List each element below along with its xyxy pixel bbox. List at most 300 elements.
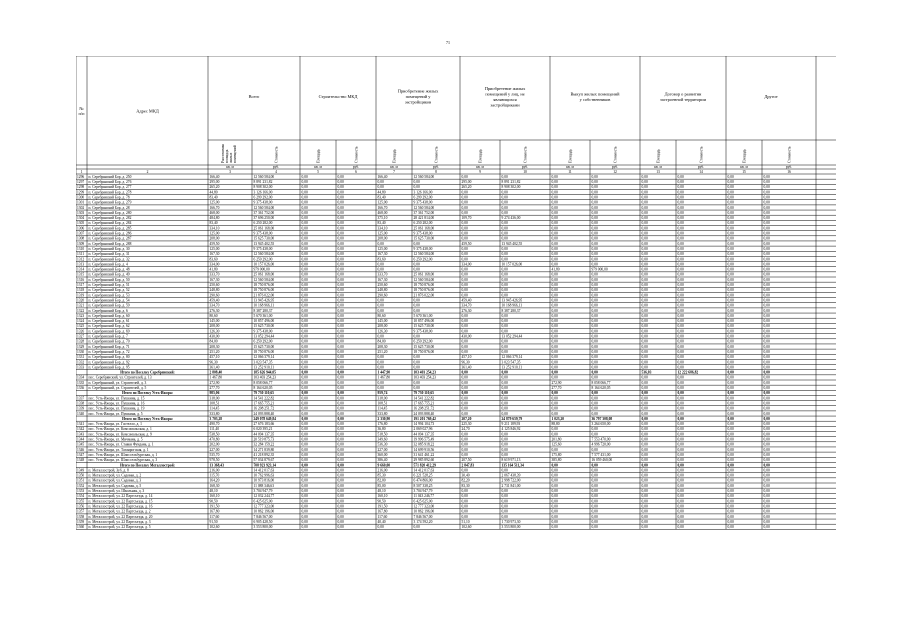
row-address: п. Серебрянский Бор, д. 61 — [88, 319, 130, 324]
row-value: 5 670 361,00 — [413, 313, 433, 318]
row-value: 83,40 — [377, 221, 386, 226]
row-value: 0,00 — [501, 437, 508, 442]
row-value: 0,00 — [641, 447, 648, 452]
row-value: 0,00 — [677, 231, 684, 236]
row-address: п. Серебрянский Бор, д. 287 — [88, 236, 132, 241]
row-address: п. Металлострой, ул. 22 Партсъезда, д. 20 — [88, 514, 153, 519]
row-value: 166,70 — [209, 205, 220, 210]
row-value: 459,50 — [461, 241, 472, 246]
row-value: 83,30 — [461, 483, 470, 488]
row-value: 0,00 — [591, 190, 598, 195]
row-value: 0,00 — [763, 483, 770, 488]
row-value: 0,00 — [727, 339, 734, 344]
row-value: 0,00 — [641, 442, 648, 447]
row-number: 1351 — [77, 478, 85, 483]
row-value: 9 375 438,00 — [413, 246, 433, 251]
row-value: 14 412 017,63 — [253, 468, 275, 473]
row-value: 0,00 — [591, 514, 598, 519]
row-value: 0,00 — [727, 252, 734, 257]
row-value: 0,00 — [641, 463, 648, 468]
row-value: 12 560 584,00 — [413, 205, 435, 210]
row-value: 0,00 — [413, 355, 420, 360]
row-value: 0,00 — [501, 370, 508, 375]
row-value: 12 560 584,00 — [413, 174, 435, 179]
row-value: 114,45 — [377, 406, 388, 411]
row-value: 0,00 — [551, 525, 558, 530]
row-value: 0,00 — [301, 360, 308, 365]
row-value: 0,00 — [727, 525, 734, 530]
table-total-row — [120, 463, 770, 467]
row-value: 0,00 — [337, 303, 344, 308]
row-number: 1323 — [77, 313, 85, 318]
row-value: 13 252 910,11 — [253, 365, 275, 370]
row-value: 6 020 395,21 — [253, 427, 273, 432]
row-value: 0,00 — [763, 489, 770, 493]
row-value: 0,00 — [591, 519, 598, 524]
row-value: 0,00 — [337, 452, 344, 457]
row-value: 16 208 251,72 — [253, 406, 275, 411]
row-value: 0,00 — [337, 246, 344, 251]
header-number: № п/п — [78, 106, 85, 116]
row-value: 108,51 — [209, 401, 220, 406]
row-value: 6 299 292,00 — [413, 195, 433, 200]
row-value: 0,00 — [501, 226, 508, 231]
row-value: 0,00 — [677, 252, 684, 257]
row-value: 0,00 — [413, 380, 420, 385]
row-value: 0,00 — [591, 432, 598, 437]
row-value: 0,00 — [377, 386, 384, 390]
row-value: 0,00 — [501, 442, 508, 447]
row-value: 0,00 — [301, 257, 308, 262]
row-value: 91,50 — [209, 519, 218, 524]
row-value: 0,00 — [677, 396, 684, 401]
row-value: 0,00 — [763, 427, 770, 432]
row-value: 0,00 — [641, 246, 648, 251]
row-value: 0,00 — [501, 411, 508, 416]
row-value: 0,00 — [551, 185, 558, 190]
row-value: 82,00 — [377, 478, 386, 483]
row-value: 0,00 — [413, 365, 420, 370]
row-value: 0,00 — [591, 277, 598, 282]
row-value: 0,00 — [727, 473, 734, 478]
row-value: 9 274 436,00 — [501, 216, 521, 221]
row-value: 0,00 — [337, 272, 344, 277]
row-value: 108,51 — [377, 401, 388, 406]
row-value: 18 750 876,00 — [253, 349, 275, 354]
row-value: 0,00 — [301, 308, 308, 313]
row-value: 457,10 — [461, 355, 472, 360]
row-value: 334,00 — [209, 262, 220, 267]
subheader-5: Площадь — [392, 148, 397, 163]
row-value: 0,00 — [377, 355, 384, 360]
row-value: 90,50 — [209, 499, 218, 504]
row-value: 0,00 — [461, 401, 468, 406]
row-value: 0,00 — [301, 411, 308, 416]
row-value: 0,00 — [727, 360, 734, 365]
row-value: 0,00 — [413, 308, 420, 313]
row-value: 0,00 — [301, 494, 308, 499]
row-value: 0,00 — [591, 344, 598, 349]
row-number: 1306 — [77, 226, 85, 231]
row-number: 1357 — [77, 509, 85, 514]
row-value: 0,00 — [763, 360, 770, 365]
row-value: 10 973 816,00 — [253, 478, 275, 483]
row-number: 1344 — [77, 437, 85, 442]
row-value: 0,00 — [301, 303, 308, 308]
row-address: п. Серебрянский Бор, д. 6 — [88, 308, 128, 313]
row-number: 1328 — [77, 339, 85, 344]
row-value: 8 164 620,05 — [591, 386, 611, 390]
row-address: п. Серебрянский Бор, д. 60 — [88, 313, 130, 318]
row-value: 0,00 — [461, 375, 468, 380]
row-value: 0,00 — [301, 519, 308, 524]
row-value: 0,00 — [337, 447, 344, 452]
row-value: 102,60 — [209, 525, 220, 530]
row-value: 167,30 — [209, 252, 220, 257]
row-value: 985,06 — [209, 391, 220, 396]
row-value: 0,00 — [337, 216, 344, 221]
subheader-9: Площадь — [568, 148, 573, 163]
column-number: 16 — [787, 170, 791, 174]
row-value: 0,00 — [677, 442, 684, 447]
row-value: 37 361 752,00 — [253, 210, 275, 215]
row-value: 0,00 — [301, 386, 308, 390]
row-number: 1310 — [77, 246, 85, 251]
row-value: 24,70 — [461, 427, 470, 432]
row-value: 0,00 — [551, 252, 558, 257]
row-address: п. Серебрянский Бор, д. 92 — [88, 360, 130, 365]
row-value: 0,00 — [677, 468, 684, 473]
row-value: 0,00 — [501, 509, 508, 514]
row-value: 208,30 — [209, 344, 220, 349]
row-number: 1338 — [77, 401, 85, 406]
row-value: 0,00 — [461, 452, 468, 457]
row-value: 0,00 — [677, 427, 684, 432]
row-value: 0,00 — [677, 334, 684, 339]
header-group-5: Выкуп жилых помещений у собственников — [570, 91, 620, 102]
row-value: 24 879 659,79 — [501, 416, 523, 421]
column-number: 9 — [479, 170, 481, 174]
subheader-3: Площадь — [316, 148, 321, 163]
row-value: 0,00 — [727, 200, 734, 205]
row-value: 0,00 — [677, 272, 684, 277]
row-value: 14 541 222,82 — [413, 396, 435, 401]
row-value: 216,00 — [377, 468, 388, 473]
row-value: 0,00 — [591, 499, 598, 504]
row-number: 1324 — [77, 319, 85, 324]
row-value: 0,00 — [727, 499, 734, 504]
row-value: 0,00 — [551, 463, 558, 468]
row-value: 0,00 — [727, 468, 734, 473]
row-value: 0,00 — [641, 380, 648, 385]
row-value: 0,00 — [641, 324, 648, 329]
row-address: п. Металлострой, ул. Школьная, д. 3 — [88, 489, 145, 493]
row-number: 1342 — [77, 427, 85, 432]
row-value: 0,00 — [413, 180, 420, 184]
row-value: 0,00 — [677, 509, 684, 514]
row-value: 3 553 800,00 — [253, 525, 273, 530]
row-value: 0,00 — [727, 514, 734, 519]
row-value: 0,00 — [641, 210, 648, 215]
row-value: 0,00 — [337, 262, 344, 267]
row-value: 0,00 — [301, 427, 308, 432]
row-value: 0,00 — [591, 447, 598, 452]
row-value: 114,45 — [209, 406, 220, 411]
row-value: 25 061 168,00 — [253, 226, 275, 231]
row-address: п. Металлострой, ул. 22 Партсъезда, д. 16 — [88, 504, 153, 509]
row-value: 0,00 — [763, 277, 770, 282]
row-value: 360,00 — [377, 452, 388, 457]
row-value: 0,00 — [727, 375, 734, 380]
row-value: 0,00 — [461, 489, 468, 493]
unit-label: руб. — [785, 165, 793, 170]
row-value: 0,00 — [677, 391, 684, 396]
header-group-4: Приобретение жилых помещений у лиц, не являющихся застройщиками — [484, 85, 526, 108]
row-value: 10 857 496,00 — [413, 319, 435, 324]
row-value: 0,00 — [591, 221, 598, 226]
row-value: 0,00 — [591, 483, 598, 488]
row-value: 0,00 — [461, 447, 468, 452]
row-value: 13 368,43 — [209, 463, 224, 468]
row-value: 0,00 — [551, 391, 558, 396]
row-value: 37 696 250,00 — [253, 216, 275, 221]
row-value: 0,00 — [551, 509, 558, 514]
row-value: 0,00 — [727, 396, 734, 401]
row-value: 0,00 — [551, 226, 558, 231]
row-value: 0,00 — [551, 514, 558, 519]
row-value: 0,00 — [413, 298, 420, 303]
row-value: 0,00 — [337, 298, 344, 303]
row-value: 15 625 730,00 — [413, 236, 435, 241]
row-value: 0,00 — [501, 231, 508, 236]
row-value: 0,00 — [501, 174, 508, 179]
row-value: 290,60 — [377, 293, 388, 298]
row-value: 0,00 — [461, 391, 468, 396]
row-value: 0,00 — [763, 525, 770, 530]
row-value: 0,00 — [727, 319, 734, 324]
row-value: 0,00 — [551, 205, 558, 210]
row-number: 1359 — [77, 519, 85, 524]
subheader-area-total: жилых — [229, 152, 233, 163]
unit-label: руб. — [352, 165, 360, 170]
row-value: 0,00 — [641, 241, 648, 246]
row-value: 191,50 — [209, 504, 220, 509]
row-value: 85,30 — [377, 473, 386, 478]
row-value: 0,00 — [337, 386, 344, 390]
row-value: 0,00 — [301, 205, 308, 210]
row-value: 3 553 800,00 — [501, 525, 521, 530]
row-value: 0,00 — [501, 386, 508, 390]
row-value: 0,00 — [591, 509, 598, 514]
row-value: 0,00 — [641, 272, 648, 277]
row-value: 0,00 — [591, 226, 598, 231]
row-address: п. Серебрянский Бор, д. 52 — [88, 288, 130, 293]
row-value: 0,00 — [301, 370, 308, 375]
unit-label: кв. м — [654, 165, 662, 170]
row-address: п. Серебрянский Бор, д. 280 — [88, 210, 132, 215]
row-value: 4 996 720,00 — [591, 442, 611, 447]
row-value: 0,00 — [461, 442, 468, 447]
row-value: 0,00 — [727, 349, 734, 354]
row-value: 248,80 — [209, 288, 220, 293]
row-value: 102,60 — [461, 525, 472, 530]
column-number: 15 — [742, 170, 746, 174]
row-value: 0,00 — [551, 411, 558, 416]
row-value: 0,00 — [501, 246, 508, 251]
row-value: 0,00 — [501, 272, 508, 277]
row-value: 0,00 — [501, 499, 508, 504]
row-value: 0,00 — [301, 447, 308, 452]
row-value: 6 474 866,00 — [413, 478, 433, 483]
row-value: 0,00 — [677, 226, 684, 231]
row-value: 0,00 — [301, 288, 308, 293]
row-value: 0,00 — [337, 200, 344, 205]
row-value: 83,40 — [209, 221, 218, 226]
row-value: 0,00 — [461, 293, 468, 298]
row-value: 41,80 — [551, 267, 560, 272]
row-value: 468,00 — [377, 210, 388, 215]
row-value: 318,00 — [377, 396, 388, 401]
row-value: 0,00 — [677, 386, 684, 390]
row-value: 6 299 292,00 — [253, 195, 273, 200]
row-value: 0,00 — [591, 241, 598, 246]
row-value: 0,00 — [641, 257, 648, 262]
row-value: 84,00 — [377, 339, 386, 344]
row-value: 0,00 — [413, 334, 420, 339]
row-address: п. Серебрянский Бор, д. 31 — [88, 252, 130, 257]
row-value: 16 208 251,72 — [413, 406, 435, 411]
row-value: 18 750 876,00 — [253, 283, 275, 287]
row-value: 0,00 — [591, 411, 598, 416]
row-value: 207,50 — [461, 458, 472, 463]
row-value: 0,00 — [763, 216, 770, 221]
row-value: 8 507 338,25 — [413, 483, 433, 488]
row-value: 0,00 — [727, 370, 734, 375]
row-value: 0,00 — [551, 303, 558, 308]
row-value: 0,00 — [677, 514, 684, 519]
row-value: 9 375 438,00 — [253, 200, 273, 205]
row-value: 125,00 — [377, 200, 388, 205]
row-value: 227,00 — [377, 447, 388, 452]
row-value: 216,00 — [209, 468, 220, 473]
row-value: 4 125 846,92 — [501, 427, 521, 432]
row-value: 0,00 — [727, 365, 734, 370]
row-number: 1334 — [77, 375, 85, 380]
row-number: 1314 — [77, 267, 85, 272]
row-number: 1335 — [77, 380, 85, 385]
row-value: 0,00 — [677, 205, 684, 210]
row-value: 0,00 — [591, 355, 598, 360]
row-number: 1358 — [77, 514, 85, 519]
unit-label: руб. — [611, 165, 619, 170]
row-value: 0,00 — [763, 231, 770, 236]
row-value: 0,00 — [501, 195, 508, 200]
row-value: 12 560 584,00 — [413, 277, 435, 282]
row-value: 0,00 — [461, 324, 468, 329]
row-value: 0,00 — [591, 308, 598, 313]
row-value: 251,20 — [209, 349, 220, 354]
row-value: 3 704 947,79 — [253, 489, 273, 493]
row-value: 0,00 — [337, 195, 344, 200]
column-number: 11 — [568, 170, 572, 174]
row-address: п. Серебрянский Бор, д. 70 — [88, 339, 130, 344]
row-address: пос. Усть-Ижора, ул. Таганрогская, д. 1 — [88, 447, 149, 452]
row-value: 0,00 — [337, 483, 344, 488]
row-value: 0,00 — [641, 355, 648, 360]
row-value: 0,00 — [591, 210, 598, 215]
row-value: 0,00 — [377, 303, 384, 308]
row-address: п. Серебрянский Бор, д. 285 — [88, 226, 132, 231]
row-value: 0,00 — [301, 355, 308, 360]
row-value: 333,80 — [209, 411, 220, 416]
row-value: 0,00 — [337, 190, 344, 195]
row-value: 0,00 — [551, 288, 558, 293]
row-value: 0,00 — [301, 452, 308, 457]
row-value: 0,00 — [727, 483, 734, 488]
row-address: пос. Усть-Ижора, ул. Ставки Фундана, д. 1 — [88, 442, 154, 447]
row-value: 0,00 — [461, 344, 468, 349]
row-value: 0,00 — [763, 246, 770, 251]
row-address: Итого по Поселку Металлострой: — [120, 463, 175, 468]
row-value: 0,00 — [591, 236, 598, 241]
row-value: 0,00 — [727, 519, 734, 524]
row-value: 0,00 — [301, 483, 308, 488]
row-value: 0,00 — [501, 391, 508, 396]
row-value: 0,00 — [461, 514, 468, 519]
row-number: 1355 — [77, 499, 85, 504]
row-value: 459,40 — [461, 298, 472, 303]
row-value: 0,00 — [337, 226, 344, 231]
row-value: 201,80 — [551, 437, 562, 442]
row-value: 9 375 438,00 — [253, 246, 273, 251]
row-value: 0,00 — [337, 463, 344, 468]
row-value: 10 157 026,00 — [501, 262, 523, 267]
row-value: 83,60 — [209, 257, 218, 262]
row-value: 0,00 — [727, 231, 734, 236]
row-address: п. Серебрянский Бор, д. 277 — [88, 185, 132, 190]
row-value: 0,00 — [677, 452, 684, 457]
row-value: 19 996 575,49 — [413, 437, 435, 442]
row-value: 0,00 — [677, 241, 684, 246]
row-value: 0,00 — [337, 334, 344, 339]
row-number: 1354 — [77, 494, 85, 499]
row-address: п. Серебрянский Бор, д. 7 — [88, 334, 128, 339]
row-value: 385,80 — [551, 458, 562, 463]
unit-label: кв. м — [390, 165, 398, 170]
row-value: 265,20 — [209, 185, 220, 190]
row-address: п. Металлострой, ул. 22 Партсъезда, д. 3 — [88, 519, 151, 524]
row-value: 0,00 — [301, 293, 308, 298]
row-value: 0,00 — [677, 411, 684, 416]
column-number: 14 — [699, 170, 703, 174]
row-value: 0,00 — [551, 504, 558, 509]
row-number: 1329 — [77, 344, 85, 349]
row-number: 1350 — [77, 473, 85, 478]
row-value: 0,00 — [677, 324, 684, 329]
row-value: 0,00 — [763, 241, 770, 246]
row-value: 0,00 — [301, 298, 308, 303]
row-value: 0,00 — [551, 349, 558, 354]
row-value: 0,00 — [763, 283, 770, 287]
row-value: 0,00 — [677, 195, 684, 200]
row-value: 0,00 — [337, 360, 344, 365]
row-value: 361,40 — [461, 365, 472, 370]
header-group-3: Приобретение жилых помещений у застройщиков — [397, 88, 439, 105]
row-value: 10 862 196,00 — [253, 509, 275, 514]
row-value: 0,00 — [641, 483, 648, 488]
row-value: 12 560 584,00 — [253, 277, 275, 282]
row-value: 0,00 — [501, 339, 508, 344]
